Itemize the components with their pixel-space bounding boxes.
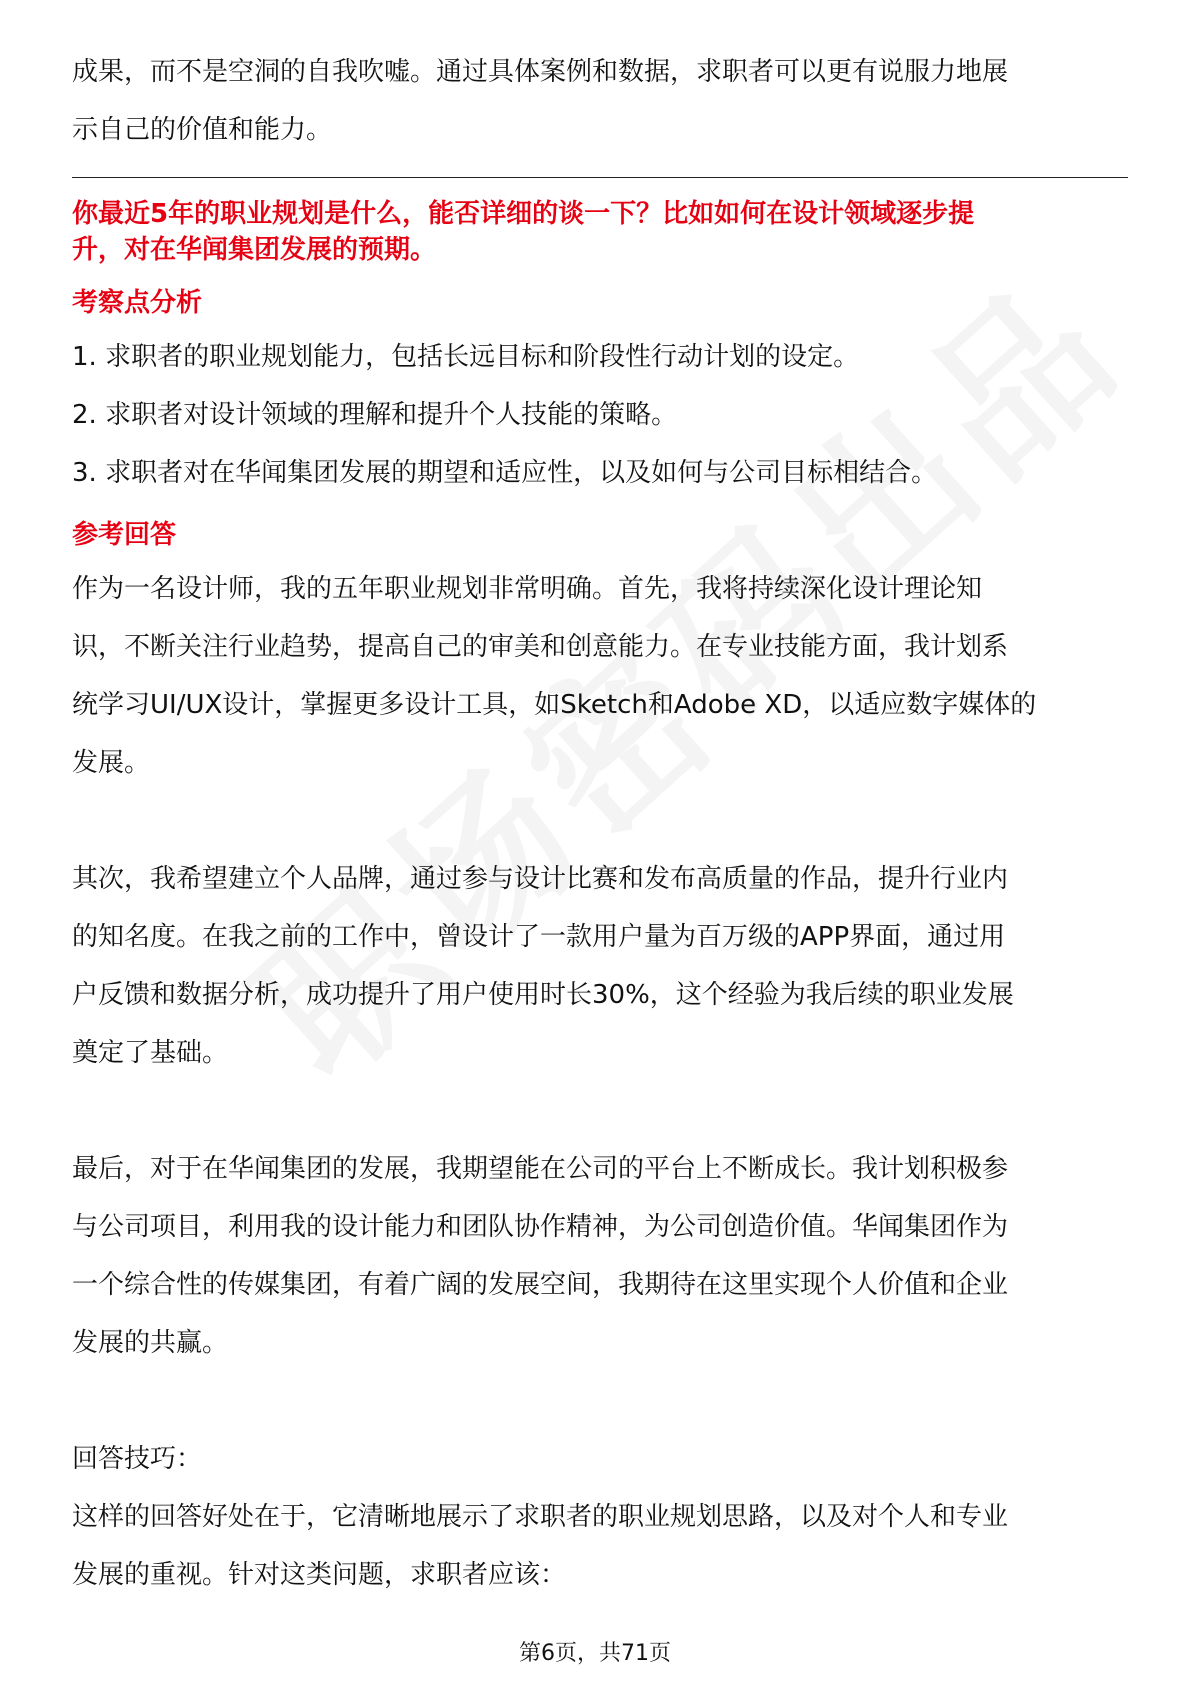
section-divider: [72, 177, 1128, 178]
tips-paragraph: [72, 1488, 1128, 1604]
list-item: 1. 求职者的职业规划能力，包括长远目标和阶段性行动计划的设定。: [72, 342, 860, 372]
answer-line: 识，不断关注行业趋势，提高自己的审美和创意能力。在专业技能方面，我计划系: [72, 632, 1009, 662]
tips-heading: 回答技巧：: [72, 1444, 203, 1474]
intro-paragraph: [72, 43, 1128, 159]
answer-line: 发展的共赢。: [72, 1328, 229, 1358]
paragraph-gap: [72, 1372, 1128, 1430]
intro-line: 示自己的价值和能力。: [72, 115, 333, 145]
answer-line: 作为一名设计师，我的五年职业规划非常明确。首先，我将持续深化设计理论知: [72, 574, 983, 604]
page-content: [72, 43, 1128, 1604]
tips-line: 发展的重视。针对这类问题，求职者应该：: [72, 1560, 567, 1590]
page-number: 第6页，共71页: [519, 1641, 671, 1666]
answer-line: 奠定了基础。: [72, 1038, 229, 1068]
question-heading: [72, 196, 1128, 268]
paragraph-gap: [72, 1082, 1128, 1140]
answer-paragraph-1: [72, 560, 1128, 792]
answer-line: 与公司项目，利用我的设计能力和团队协作精神，为公司创造价值。华闻集团作为: [72, 1212, 1009, 1242]
answer-heading: 参考回答: [72, 520, 177, 550]
question-line: 你最近5年的职业规划是什么，能否详细的谈一下？比如如何在设计领域逐步提: [72, 199, 975, 229]
list-item: 3. 求职者对在华闻集团发展的期望和适应性，以及如何与公司目标相结合。: [72, 458, 938, 488]
question-line: 升，对在华闻集团发展的预期。: [72, 235, 437, 265]
list-item: 2. 求职者对设计领域的理解和提升个人技能的策略。: [72, 400, 678, 430]
answer-line: 其次，我希望建立个人品牌，通过参与设计比赛和发布高质量的作品，提升行业内: [72, 864, 1009, 894]
answer-line: 的知名度。在我之前的工作中，曾设计了一款用户量为百万级的APP界面，通过用: [72, 922, 1006, 952]
answer-paragraph-3: [72, 1140, 1128, 1372]
intro-line: 成果，而不是空洞的自我吹嘘。通过具体案例和数据，求职者可以更有说服力地展: [72, 57, 1009, 87]
answer-line: 发展。: [72, 748, 151, 778]
tips-line: 这样的回答好处在于，它清晰地展示了求职者的职业规划思路，以及对个人和专业: [72, 1502, 1009, 1532]
answer-line: 一个综合性的传媒集团，有着广阔的发展空间，我期待在这里实现个人价值和企业: [72, 1270, 1009, 1300]
analysis-heading: 考察点分析: [72, 288, 203, 318]
analysis-list: [72, 328, 1128, 502]
answer-line: 户反馈和数据分析，成功提升了用户使用时长30%，这个经验为我后续的职业发展: [72, 980, 1014, 1010]
answer-paragraph-2: [72, 850, 1128, 1082]
paragraph-gap: [72, 792, 1128, 850]
answer-line: 统学习UI/UX设计，掌握更多设计工具，如Sketch和Adobe XD，以适应数字媒体的: [72, 690, 1037, 720]
answer-line: 最后，对于在华闻集团的发展，我期望能在公司的平台上不断成长。我计划积极参: [72, 1154, 1009, 1184]
